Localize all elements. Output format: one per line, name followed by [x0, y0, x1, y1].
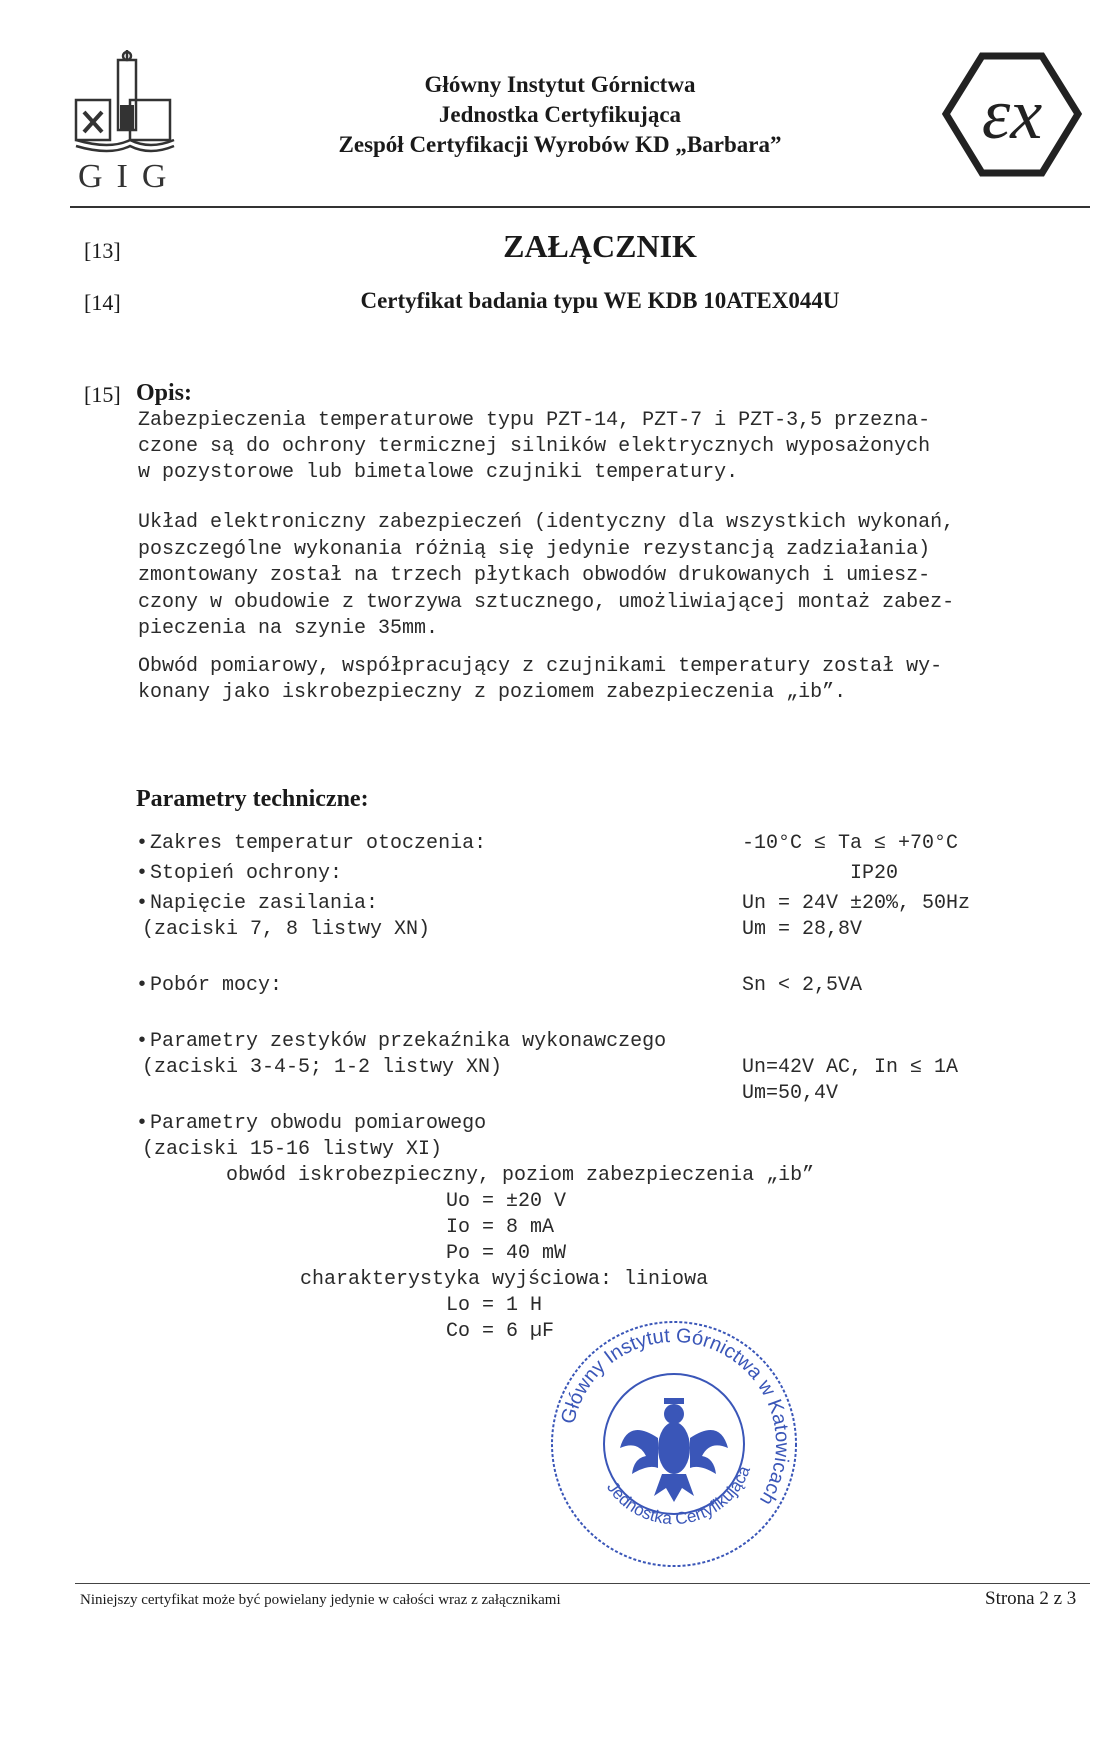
description-label: Opis:: [136, 380, 193, 406]
section-15-number: [15]: [84, 382, 121, 407]
param-co: Co = 6 µF: [446, 1320, 555, 1343]
temperature-range-value: -10°C ≤ Ta ≤ +70°C: [742, 832, 959, 855]
svg-text:εx: εx: [981, 74, 1043, 154]
footer-divider: [75, 1583, 1090, 1584]
output-characteristic: charakterystyka wyjściowa: liniowa: [300, 1268, 709, 1291]
stamp-outer-text: Główny Instytut Górnictwa w Katowicach: [557, 1324, 794, 1509]
institute-name: Główny Instytut Górnictwa: [424, 72, 696, 97]
section-13-number: [13]: [84, 238, 121, 263]
relay-contacts-um: Um=50,4V: [742, 1082, 839, 1105]
page-number: Strona 2 z 3: [985, 1588, 1077, 1609]
protection-degree-label: • Stopień ochrony:: [136, 862, 342, 885]
relay-contacts-un: Un=42V AC, In ≤ 1A: [742, 1056, 959, 1079]
description-paragraph-2: Układ elektroniczny zabezpieczeń (identyczny dla wszystkich wykonań, poszczególne wykonania różnią się jedynie rezystancją zadziałania) zmontowany został na trzech płytkach obwodów drukowanych i umiesz- czony w obudowie z tworzywa sztucznego, umożliwiającej montaż zabez- pieczenia na szynie 35mm.: [138, 511, 955, 640]
page-title: ZAŁĄCZNIK: [503, 228, 697, 264]
supply-voltage-un: Un = 24V ±20%, 50Hz: [742, 892, 971, 915]
param-lo: Lo = 1 H: [446, 1294, 543, 1317]
power-consumption-value: Sn < 2,5VA: [742, 974, 863, 997]
param-io: Io = 8 mA: [446, 1216, 555, 1239]
parameters-heading: Parametry techniczne:: [136, 786, 369, 812]
description-paragraph-3: Obwód pomiarowy, współpracujący z czujnikami temperatury został wy- konany jako iskrobezpieczny z poziomem zabezpieczenia „ib”.: [138, 655, 943, 704]
measurement-circuit-description: obwód iskrobezpieczny, poziom zabezpieczenia „ib”: [226, 1164, 815, 1187]
supply-voltage-label: • Napięcie zasilania:: [136, 892, 378, 915]
eagle-emblem-icon: [620, 1398, 728, 1502]
description-paragraph-1: Zabezpieczenia temperaturowe typu PZT-14, PZT-7 i PZT-3,5 przezna- czone są do ochrony termicznej silników elektrycznych wyposażonych w pozystorowe lub bimetalowe czujniki temperatury.: [138, 409, 931, 484]
power-consumption-label: • Pobór mocy:: [136, 974, 282, 997]
footer-note: Niniejszy certyfikat może być powielany jedynie w całości wraz z załącznikami: [80, 1592, 561, 1608]
section-14-number: [14]: [84, 290, 121, 315]
supply-voltage-um: Um = 28,8V: [742, 918, 863, 941]
certification-team: Zespół Certyfikacji Wyrobów KD „Barbara”: [338, 132, 782, 157]
stamp-inner-text: Jednostka Certyfikująca: [603, 1463, 754, 1529]
header-divider: [70, 206, 1090, 208]
measurement-circuit-label: • Parametry obwodu pomiarowego: [136, 1112, 486, 1135]
ex-logo-icon: [942, 52, 1082, 177]
logo-text: GIG: [78, 158, 181, 195]
supply-voltage-terminals: (zaciski 7, 8 listwy XN): [142, 918, 431, 941]
certificate-title: Certyfikat badania typu WE KDB 10ATEX044U: [360, 288, 840, 313]
relay-contacts-label: • Parametry zestyków przekaźnika wykonawczego: [136, 1030, 666, 1053]
relay-contacts-terminals: (zaciski 3-4-5; 1-2 listwy XN): [142, 1056, 503, 1079]
certification-unit: Jednostka Certyfikująca: [438, 102, 682, 127]
protection-degree-value: IP20: [850, 862, 899, 885]
measurement-circuit-terminals: (zaciski 15-16 listwy XI): [142, 1138, 443, 1161]
param-uo: Uo = ±20 V: [446, 1190, 567, 1213]
param-po: Po = 40 mW: [446, 1242, 567, 1265]
temperature-range-label: • Zakres temperatur otoczenia:: [136, 832, 486, 855]
certification-stamp-icon: [548, 1318, 800, 1570]
